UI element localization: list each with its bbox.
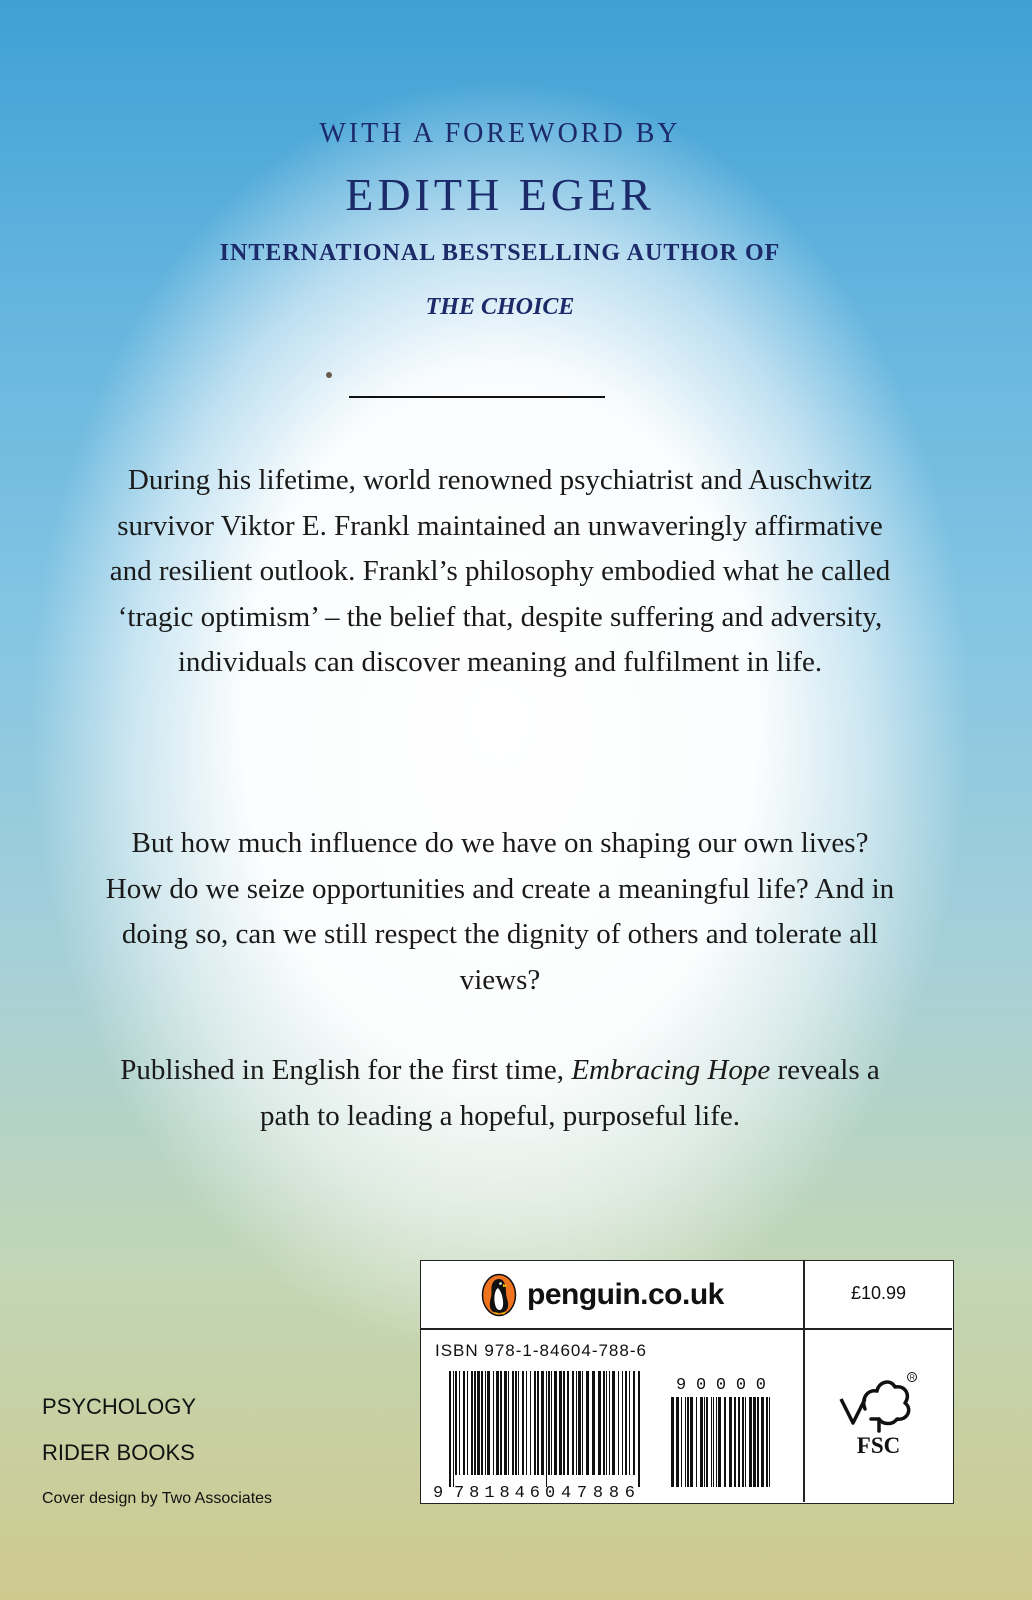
price-label: £10.99 [850, 1283, 907, 1303]
penguin-logo-icon [481, 1273, 517, 1317]
genre-label: PSYCHOLOGY [42, 1394, 197, 1419]
barcode-bar [718, 1397, 721, 1487]
barcode-bar [713, 1397, 714, 1487]
publisher-website [481, 1273, 724, 1317]
barcode-bar [541, 1371, 544, 1475]
barcode-bar [671, 1397, 674, 1487]
barcode-bar [633, 1371, 635, 1475]
barcode-bar [757, 1397, 759, 1487]
barcode-bar [563, 1371, 565, 1475]
barcode-bar [512, 1371, 514, 1475]
barcode-bar [687, 1397, 689, 1487]
barcode-bar [738, 1397, 740, 1487]
book-title: Embracing Hope [571, 1054, 771, 1086]
barcode-bar [467, 1371, 468, 1475]
barcode-bar [582, 1371, 583, 1475]
barcode-panel [420, 1260, 954, 1504]
barcode-bar [487, 1371, 490, 1475]
barcode-bar [459, 1371, 460, 1475]
blurb-paragraph-3 [100, 1048, 900, 1139]
barcode-bar [704, 1397, 705, 1487]
barcode-bar [729, 1397, 732, 1487]
barcode [421, 1369, 801, 1499]
barcode-bar [603, 1371, 605, 1475]
barcode-bar [618, 1371, 619, 1475]
barcode-bar [559, 1371, 562, 1475]
barcode-bar [612, 1371, 615, 1475]
barcode-bar [530, 1371, 531, 1475]
barcode-bar [724, 1397, 726, 1487]
ornament-dot [326, 372, 332, 378]
design-credit: Cover design by Two Associates [42, 1490, 273, 1507]
barcode-bar [463, 1371, 465, 1475]
barcode-bar [749, 1397, 752, 1487]
barcode-bar [518, 1371, 519, 1475]
barcode-bar [598, 1371, 601, 1475]
barcode-bar [548, 1371, 550, 1475]
divider-rule [349, 396, 605, 398]
barcode-bar [766, 1397, 768, 1487]
barcode-bar [586, 1371, 589, 1475]
barcode-bar [522, 1371, 524, 1475]
barcode-bar [474, 1371, 476, 1475]
barcode-bar [734, 1397, 736, 1487]
panel-divider-horizontal [421, 1328, 952, 1330]
barcode-bar [745, 1397, 746, 1487]
barcode-bar [455, 1371, 457, 1475]
barcode-digits-right: 047886 [545, 1484, 635, 1499]
credential-book-title: THE CHOICE [425, 294, 575, 320]
barcode-bar [622, 1371, 623, 1475]
barcode-bar [761, 1397, 764, 1487]
barcode-bar [551, 1371, 552, 1475]
barcode-bar [485, 1371, 486, 1475]
barcode-bar [685, 1397, 686, 1487]
barcode-bar [537, 1371, 539, 1475]
svg-text:R: R [909, 1374, 915, 1382]
barcode-bar [471, 1371, 473, 1475]
barcode-bar [477, 1371, 480, 1475]
author-credential: INTERNATIONAL BESTSELLING AUTHOR OF [219, 240, 781, 266]
barcode-bar [629, 1371, 630, 1475]
blurb-paragraph-2: But how much influence do we have on shaping our own lives? How do we seize opportunities and create a meaningful life? And in doing so, can we still respect the dignity of others and tolerate all views? [105, 827, 895, 996]
barcode-bar [515, 1371, 517, 1475]
barcode-bar [696, 1397, 697, 1487]
barcode-bar [567, 1371, 569, 1475]
barcode-bar [753, 1397, 756, 1487]
publisher-label: RIDER BOOKS [42, 1440, 195, 1465]
barcode-bar [500, 1371, 502, 1475]
fsc-label: FSC [856, 1433, 901, 1458]
barcode-bar [676, 1397, 679, 1487]
barcode-bar [592, 1371, 595, 1475]
barcode-bar [453, 1371, 454, 1487]
barcode-bar [554, 1371, 557, 1475]
barcode-bar [706, 1397, 708, 1487]
barcode-bar [625, 1371, 627, 1475]
barcode-digits-left: 781846 [454, 1484, 540, 1499]
barcode-bar [449, 1371, 451, 1487]
isbn-label: ISBN 978-1-84604-788-6 [435, 1341, 647, 1360]
barcode-bar [534, 1371, 536, 1475]
barcode-bar [681, 1397, 682, 1487]
barcode-bar [526, 1371, 527, 1475]
barcode-bar [578, 1371, 581, 1475]
barcode-bar [769, 1397, 770, 1487]
barcode-bar [700, 1397, 703, 1487]
barcode-digit-prefix: 9 [433, 1484, 444, 1499]
barcode-bar [711, 1397, 712, 1487]
blurb-paragraph-1: During his lifetime, world renowned psychiatrist and Auschwitz survivor Viktor E. Frankl maintained an unwaveringly affirmative and resilient outlook. Frankl’s philosophy embodied what he called ‘tragic optimism’ – the belief that, despite suffering and adversity, individuals can discover meaning and fulfilment in life. [109, 464, 891, 678]
barcode-bar [742, 1397, 744, 1487]
barcode-bar [493, 1371, 494, 1475]
barcode-bar [638, 1371, 640, 1487]
barcode-bar [481, 1371, 483, 1475]
barcode-bar [609, 1371, 610, 1475]
barcode-bar [716, 1397, 717, 1487]
barcode-bar [504, 1371, 507, 1475]
barcode-bar [576, 1371, 577, 1475]
barcode-bars-addon [671, 1397, 770, 1487]
addon-digits: 90000 [676, 1376, 766, 1395]
barcode-bar [606, 1371, 607, 1475]
barcode-bars-main [449, 1371, 640, 1487]
foreword-line: WITH A FOREWORD BY [319, 118, 681, 149]
barcode-bar [508, 1371, 509, 1475]
barcode-bar [546, 1371, 547, 1487]
website-text: penguin.co.uk [527, 1278, 724, 1311]
foreword-author: EDITH EGER [345, 169, 655, 220]
blurb-paragraph-3-suffix: reveals a path to leading a hopeful, purposeful life. [260, 1054, 880, 1132]
barcode-bar [496, 1371, 499, 1475]
blurb-paragraph-3-prefix: Published in English for the first time, [120, 1054, 572, 1086]
barcode-bar [572, 1371, 574, 1475]
barcode-bar [690, 1397, 693, 1487]
